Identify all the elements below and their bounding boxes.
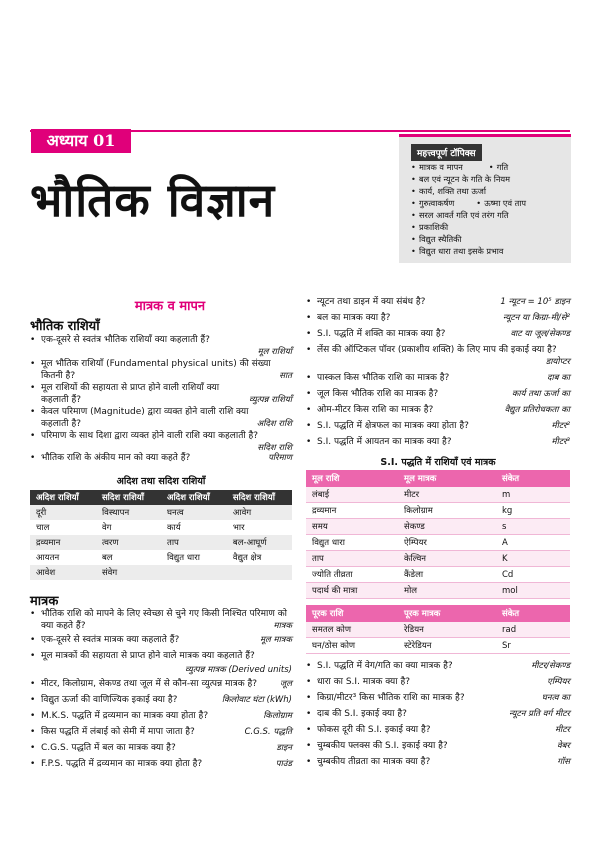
topic-row: • कार्य, शक्ति तथा ऊर्जा	[411, 186, 486, 196]
qa-item: • S.I. पद्धति में क्षेत्रफल का मात्रक क्या होता है? मीटर²	[306, 421, 570, 431]
qa-item: • किस पद्धति में लंबाई को सेमी में मापा जाता है? C.G.S. पद्धति	[30, 727, 292, 737]
qa-item: • किग्रा/मीटर³ किस भौतिक राशि का मात्रक है? घनत्व का	[306, 693, 570, 703]
table-header-row	[306, 470, 570, 487]
table-row: ताप केल्विन K	[306, 551, 570, 567]
table-row: समतल कोण रेडियन rad	[306, 622, 570, 638]
si-supplementary-units-table	[306, 605, 570, 654]
qa-item: • S.I. पद्धति में शक्ति का मात्रक क्या है? वाट या जूल/सेकण्ड	[306, 329, 570, 339]
bullet-icon: •	[411, 222, 416, 232]
qa-item: • भौतिक राशि को मापने के लिए स्वेच्छा से चुने गए किसी निश्चित परिमाण को क्या कहते हैं? मात्रक	[30, 609, 292, 631]
column-header: मूल मात्रक	[398, 470, 496, 487]
qa-item: • धारा का S.I. मात्रक क्या है? एम्पियर	[306, 677, 570, 687]
topic-row: • विद्युत धारा तथा इसके प्रभाव	[411, 246, 504, 256]
bullet-icon: •	[411, 162, 416, 172]
qa-item: • पास्कल किस भौतिक राशि का मात्रक है? दाब का	[306, 373, 570, 383]
qa-item: • मूल भौतिक राशियाँ (Fundamental physical units) की संख्या कितनी है? सात	[30, 359, 292, 381]
qa-item: • न्यूटन तथा डाइन में क्या संबंध है? 1 न्यूटन = 10⁵ डाइन	[306, 297, 570, 307]
qa-item: • चुम्बकीय फ्लक्स की S.I. इकाई क्या है? वेबर	[306, 741, 570, 751]
qa-item: • C.G.S. पद्धति में बल का मात्रक क्या है? डाइन	[30, 743, 292, 753]
column-header: अदिश राशियाँ	[30, 490, 96, 505]
qa-item: • चुम्बकीय तीव्रता का मात्रक क्या है? गॉस	[306, 757, 570, 767]
qa-item: • जूल किस भौतिक राशि का मात्रक है? कार्य तथा ऊर्जा का	[306, 389, 570, 399]
qa-item: • मूल राशियों की सहायता से प्राप्त होने वाली राशियाँ क्या कहलाती हैं? व्युत्पन्न राशियाँ	[30, 383, 292, 405]
bullet-icon: •	[411, 198, 416, 208]
table-row: दूरी विस्थापन घनत्व आवेग	[30, 505, 292, 520]
column-header: संकेत	[496, 470, 570, 487]
table-row: घन/ठोस कोण स्टेरेडियन Sr	[306, 638, 570, 654]
table-row: द्रव्यमान त्वरण ताप बल-आघूर्ण	[30, 535, 292, 550]
bullet-icon: •	[411, 234, 416, 244]
column-header: सदिश राशियाँ	[96, 490, 161, 505]
qa-item: • लेंस की ऑप्टिकल पॉवर (प्रकाशीय शक्ति) के लिए माप की इकाई क्या है? डायोप्टर	[306, 345, 570, 367]
qa-item: • विद्युत ऊर्जा की वाणिज्यिक इकाई क्या है? किलोवाट घंटा (kWh)	[30, 695, 292, 705]
qa-item: • फोकस दूरी की S.I. इकाई क्या है? मीटर	[306, 725, 570, 735]
topic-row: • विद्युत स्थैतिकी	[411, 234, 462, 244]
table-row: चाल वेग कार्य भार	[36, 523, 245, 533]
qa-item: • बल का मात्रक क्या है? न्यूटन या किग्रा-मी/से²	[306, 313, 570, 323]
qa-item: • एक-दूसरे से स्वतंत्र मात्रक क्या कहलाते हैं? मूल मात्रक	[30, 635, 292, 645]
table-header-row	[306, 605, 570, 622]
table-row: समय सेकण्ड s	[306, 519, 570, 535]
qa-item: • परिमाण के साथ दिशा द्वारा व्यक्त होने वाली राशि क्या कहलाती है? सदिश राशि	[30, 431, 292, 453]
table-row: आयतन बल विद्युत धारा वैद्युत क्षेत्र	[36, 553, 262, 563]
table-caption: अदिश तथा सदिश राशियाँ	[116, 476, 206, 487]
qa-item: • M.K.S. पद्धति में द्रव्यमान का मात्रक क्या होता है? किलोग्राम	[30, 711, 292, 721]
qa-item: • S.I. पद्धति में वेग/गति का क्या मात्रक है? मीटर/सेकण्ड	[306, 661, 570, 671]
table-header-row	[30, 490, 292, 505]
qa-item: • दाब की S.I. इकाई क्या है? न्यूटन प्रति वर्ग मीटर	[306, 709, 570, 719]
table-row: द्रव्यमान किलोग्राम kg	[306, 503, 570, 519]
topic-row: • प्रकाशिकी	[411, 222, 449, 232]
column-header: पूरक मात्रक	[398, 605, 496, 622]
qa-item: • एक-दूसरे से स्वतंत्र भौतिक राशियाँ क्या कहलाती हैं? मूल राशियाँ	[30, 335, 292, 357]
bullet-icon: •	[476, 198, 482, 208]
qa-item: • मूल मात्रकों की सहायता से प्राप्त होने वाले मात्रक क्या कहलाते हैं? व्युत्पन्न मात्रक (Derived units)	[30, 651, 292, 675]
table-row: ज्योति तीव्रता कैंडेला Cd	[306, 567, 570, 583]
scalar-vector-table	[30, 490, 292, 580]
column-header: अदिश राशियाँ	[161, 490, 227, 505]
qa-item: • S.I. पद्धति में आयतन का मात्रक क्या है? मीटर³	[306, 437, 570, 447]
bullet-icon: •	[411, 210, 416, 220]
column-header: पूरक राशि	[306, 605, 398, 622]
qa-item: • मीटर, किलोग्राम, सेकण्ड तथा जूल में से कौन-सा व्युत्पन्न मात्रक है? जूल	[30, 679, 292, 689]
topics-box	[399, 134, 571, 263]
page-title: भौतिक विज्ञान	[30, 173, 276, 227]
bullet-icon: •	[411, 186, 416, 196]
table-row: लंबाई मीटर m	[306, 487, 570, 503]
table-row: आवेश संवेग	[30, 565, 292, 580]
topics-title: महत्त्वपूर्ण टॉपिक्स	[411, 144, 482, 161]
column-header: सदिश राशियाँ	[227, 490, 292, 505]
qa-item: • केवल परिमाण (Magnitude) द्वारा व्यक्त होने वाली राशि क्या कहलाती है? अदिश राशि	[30, 407, 292, 429]
subsection-heading: भौतिक राशियाँ	[30, 319, 100, 334]
si-base-units-table	[306, 470, 570, 599]
table-caption: S.I. पद्धति में राशियाँ एवं मात्रक	[380, 457, 496, 468]
qa-item: • भौतिक राशि के अंकीय मान को क्या कहते हैं? परिमाण	[30, 453, 292, 463]
table-row: विद्युत धारा ऐम्पियर A	[306, 535, 570, 551]
topic-row: • मात्रक व मापन • गति	[411, 162, 509, 172]
table-row: पदार्थ की मात्रा मोल mol	[306, 583, 570, 599]
subsection-heading: मात्रक	[30, 594, 59, 609]
topic-row: • गुरुत्वाकर्षण • ऊष्मा एवं ताप	[411, 198, 527, 208]
section-title: मात्रक व मापन	[134, 299, 206, 314]
column-header: मूल राशि	[306, 470, 398, 487]
topic-row: • सरल आवर्त गति एवं तरंग गति	[411, 210, 509, 220]
qa-item: • ओम-मीटर किस राशि का मात्रक है? वैद्युत प्रतिरोधकता का	[306, 405, 570, 415]
bullet-icon: •	[411, 246, 416, 256]
chapter-label: अध्याय 01	[31, 129, 131, 153]
column-header: संकेत	[496, 605, 570, 622]
qa-item: • F.P.S. पद्धति में द्रव्यमान का मात्रक क्या होता है? पाउंड	[30, 759, 292, 769]
bullet-icon: •	[411, 174, 416, 184]
topic-row: • बल एवं न्यूटन के गति के नियम	[411, 174, 511, 184]
bullet-icon: •	[488, 162, 494, 172]
